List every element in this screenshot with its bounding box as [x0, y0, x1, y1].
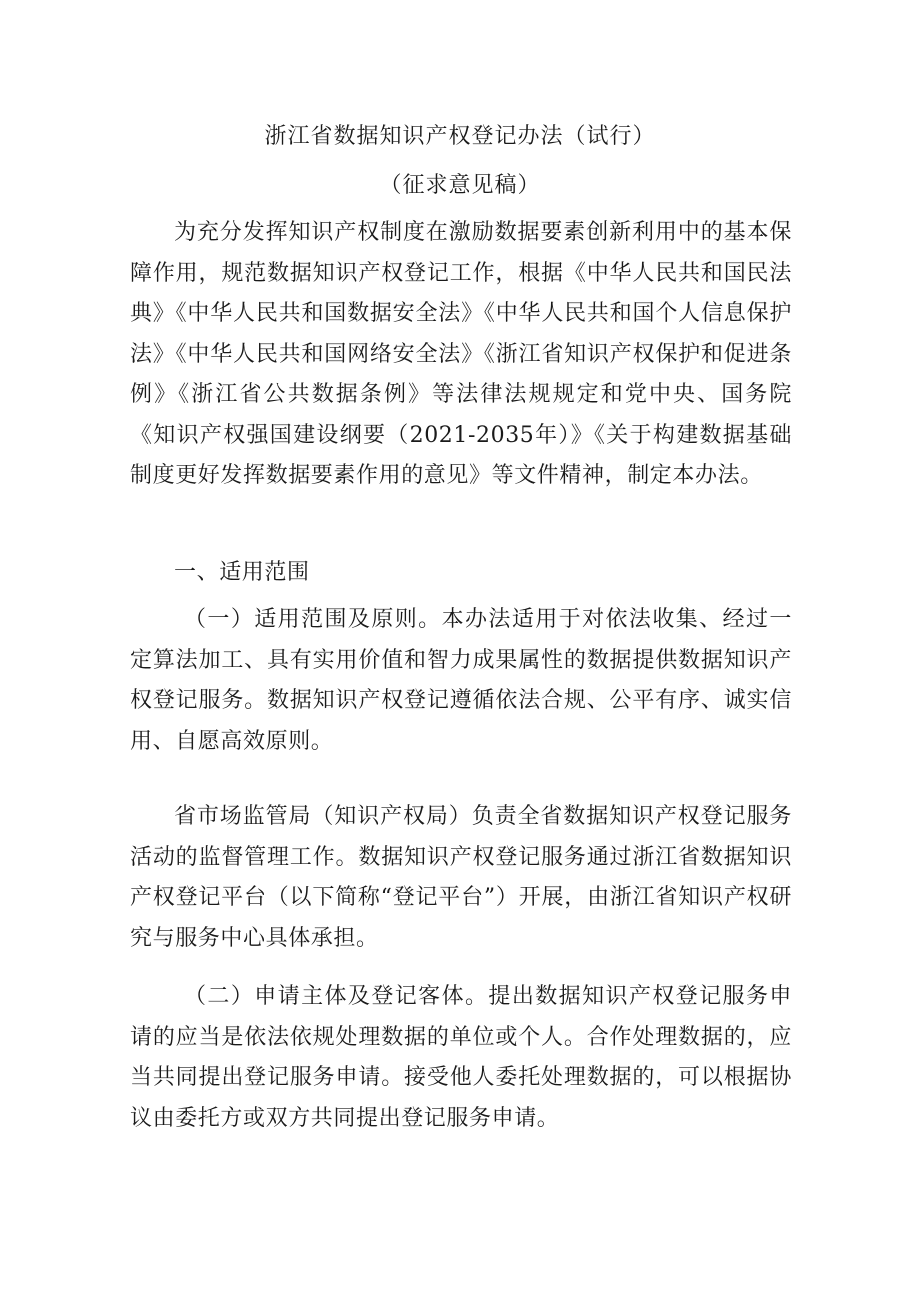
preamble-paragraph: 为充分发挥知识产权制度在激励数据要素创新利用中的基本保障作用，规范数据知识产权登记工作，根据《中华人民共和国民法典》《中华人民共和国数据安全法》《中华人民共和国个人信息保护法》《中华人民共和国网络安全法》《浙江省知识产权保护和促进条例》《浙江省公共数据条例》等法律法规规定和党中央、国务院《知识产权强国建设纲要（2021-2035年）》《关于构建数据基础制度更好发挥数据要素作用的意见》等文件精神，制定本办法。 [130, 220, 792, 488]
clause-1-paragraph: （一）适用范围及原则。本办法适用于对依法收集、经过一定算法加工、具有实用价值和智力成果属性的数据提供数据知识产权登记服务。数据知识产权登记遵循依法合规、公平有序、诚实信用、自愿高效原则。 [130, 607, 792, 754]
section-heading-scope: 一、适用范围 [174, 560, 310, 585]
clause-2-paragraph: （二）申请主体及登记客体。提出数据知识产权登记服务申请的应当是依法依规处理数据的单位或个人。合作处理数据的，应当共同提出登记服务申请。接受他人委托处理数据的，可以根据协议由委托方或双方共同提出登记服务申请。 [130, 984, 792, 1131]
clause-1-second-paragraph: 省市场监管局（知识产权局）负责全省数据知识产权登记服务活动的监督管理工作。数据知识产权登记服务通过浙江省数据知识产权登记平台（以下简称“登记平台”）开展，由浙江省知识产权研究与服务中心具体承担。 [130, 804, 792, 951]
document-title: 浙江省数据知识产权登记办法（试行） [264, 124, 656, 149]
document-subtitle: （征求意见稿） [379, 173, 541, 198]
